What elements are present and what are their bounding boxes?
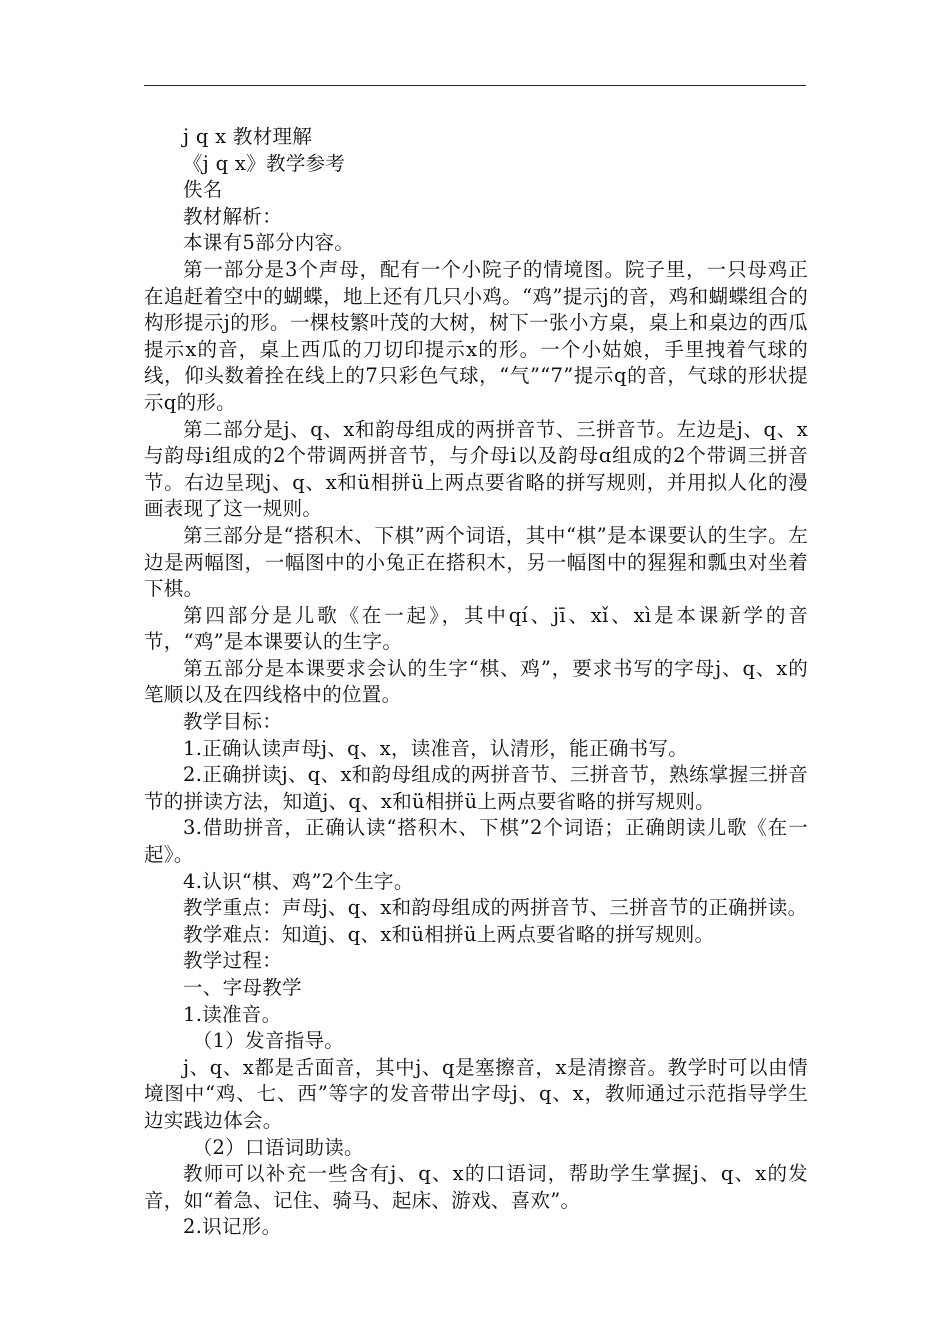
goal-item: 2.正确拼读j、q、x和韵母组成的两拼音节、三拼音节，熟练掌握三拼音节的拼读方法，知道j、q、x和ü相拼ü上两点要省略的拼写规则。 <box>144 763 808 813</box>
paragraph: 第五部分是本课要求会认的生字“棋、鸡”，要求书写的字母j、q、x的笔顺以及在四线格中的位置。 <box>144 656 808 707</box>
paragraph: j、q、x都是舌面音，其中j、q是塞擦音，x是清擦音。教学时可以由情境图中“鸡、七、西”等字的发音带出字母j、q、x，教师通过示范指导学生边实践边体会。 <box>144 1055 808 1132</box>
doc-title: j q x 教材理解 <box>183 125 313 148</box>
section-heading-analysis: 教材解析： <box>183 204 283 228</box>
goal-item: 3.借助拼音，正确认读“搭积木、下棋”2个词语；正确朗读儿歌《在一起》。 <box>144 816 808 867</box>
section-heading-process: 教学过程： <box>183 949 283 973</box>
paragraph: 第三部分是“搭积木、下棋”两个词语，其中“棋”是本课要认的生字。左边是两幅图，一幅图中的小兔正在搭积木，另一幅图中的猩猩和瓢虫对坐着下棋。 <box>144 523 808 601</box>
document-body <box>144 124 808 1241</box>
sub-step-heading: （1）发音指导。 <box>192 1029 345 1053</box>
doc-subtitle: 《j q x》教学参考 <box>183 151 346 175</box>
paragraph: 第一部分是3个声母，配有一个小院子的情境图。院子里，一只母鸡正在追赶着空中的蝴蝶，地上还有几只小鸡。“鸡”提示j的音，鸡和蝴蝶组合的构形提示j的形。一棵枝繁叶茂的大树，树下一张小方桌，桌上和桌边的西瓜提示x的音，桌上西瓜的刀切印提示x的形。一个小姑娘，手里拽着气球的线，仰头数着拴在线上的7只彩色气球，“气”“7”提示q的音，气球的形状提示q的形。 <box>144 257 808 414</box>
section-heading-goals: 教学目标： <box>183 710 283 734</box>
key-point: 教学重点：声母j、q、x和韵母组成的两拼音节、三拼音节的正确拼读。 <box>183 896 808 920</box>
paragraph: 第二部分是j、q、x和韵母组成的两拼音节、三拼音节。左边是j、q、x与韵母i组成的2个带调两拼音节，与介母i以及韵母ɑ组成的2个带调三拼音节。右边呈现j、q、x和ü相拼ü上两点要省略的拼写规则，并用拟人化的漫画表现了这一规则。 <box>144 417 808 521</box>
difficult-point: 教学难点：知道j、q、x和ü相拼ü上两点要省略的拼写规则。 <box>183 922 715 946</box>
goal-item: 1.正确认读声母j、q、x，读准音，认清形，能正确书写。 <box>183 736 689 760</box>
paragraph: 教师可以补充一些含有j、q、x的口语词，帮助学生掌握j、q、x的发音，如“着急、记住、骑马、起床、游戏、喜欢”。 <box>144 1162 808 1212</box>
step-heading: 1.读准音。 <box>183 1002 282 1026</box>
paragraph: 本课有5部分内容。 <box>183 231 355 255</box>
doc-author: 佚名 <box>183 178 223 202</box>
step-heading: 一、字母教学 <box>183 976 302 999</box>
goal-item: 4.认识“棋、鸡”2个生字。 <box>183 869 414 893</box>
paragraph: 第四部分是儿歌《在一起》，其中qí、jī、xǐ、xì是本课新学的音节，“鸡”是本课要认的生字。 <box>144 603 808 654</box>
step-heading: 2.识记形。 <box>183 1215 282 1239</box>
header-rule <box>144 85 806 86</box>
sub-step-heading: （2）口语词助读。 <box>192 1135 364 1159</box>
